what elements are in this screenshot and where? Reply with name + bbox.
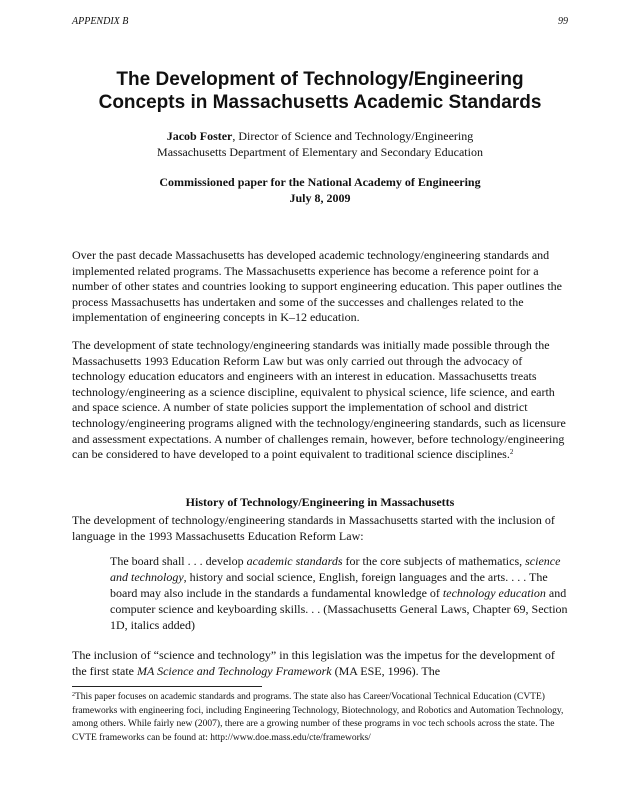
quote-italic-3: technology education [442, 586, 546, 600]
intro-paragraph-2 [72, 338, 572, 463]
quote-italic-2: science and technology [110, 554, 561, 584]
history-paragraph-1: The development of technology/engineering standards in Massachusetts started with the inclusion of language in the 1993 Massachusetts Education Reform Law: [72, 513, 555, 543]
quote-text-1: The board shall . . . develop [110, 554, 247, 568]
intro-paragraph-1: Over the past decade Massachusetts has developed academic technology/engineering standards and implemented related programs. The Massachusetts experience has become a reference point for a number of other states and countries looking to support engineering education. This paper outlines the process Massachusetts has undertaken and some of the successes and challenges related to the implementation of engineering concepts in K–12 education. [72, 248, 562, 325]
history-text-2: (MA ESE, 1996). The [331, 663, 441, 678]
author-name: Jacob Foster [166, 129, 233, 143]
paper-title [40, 68, 600, 114]
footnote-mark: 2 [72, 692, 75, 698]
author-line [40, 128, 600, 144]
running-header [72, 16, 568, 27]
intro-paragraph-2-text: The development of state technology/engineering standards was initially made possible through the Massachusetts 1993 Education Reform Law but was only carried out through the advocacy of technology education educators and engineers with an interest in education. Massachusetts treats technology/engineering as a science discipline, equivalent to physical science, life science, and earth and space science. A number of state policies support the implementation of school and district technology/engineering programs aligned with the technology/engineering standards, such as licensure and assessment expectations. A number of challenges remain, however, before technology/engineering can be considered to have developed to a point equivalent to traditional science disciplines. [72, 338, 566, 462]
framework-title: MA Science and Technology Framework [136, 663, 332, 678]
quote-text-4: and computer science and keyboarding skills. . . (Massachusetts General Laws, Chapter 69, Section 1D, italics added) [110, 586, 568, 632]
author-block [40, 128, 600, 160]
page-number: 99 [558, 16, 568, 27]
footnote-text: This paper focuses on academic standards and programs. The state also has Career/Vocational Technical Education (CVTE) frameworks with engineering foci, including Engineering Technology, Biotechnology, and Robotics and Automation Technology, among others. While fairly new (2007), there are a growing number of these programs in voc tech schools across the state. The CVTE frameworks can be found at: http://www.doe.mass.edu/cte/frameworks/ [72, 692, 564, 743]
footnote [72, 691, 572, 745]
quote-italic-1: academic standards [246, 554, 343, 568]
title-line-2: Concepts in Massachusetts Academic Standards [98, 92, 542, 113]
history-text-1: The inclusion of “science and technology” in this legislation was the impetus for the development of the first state [72, 648, 555, 678]
footnote-reference: 2 [509, 448, 514, 457]
quote-text-2: for the core subjects of mathematics, [342, 554, 526, 568]
author-role: , Director of Science and Technology/Engineering [232, 129, 474, 143]
quote-text-3: , history and social science, English, foreign languages and the arts. . . . The board may also include in the standards a fundamental knowledge of [110, 570, 548, 600]
author-organization: Massachusetts Department of Elementary and Secondary Education [157, 145, 483, 159]
commission-block [40, 174, 600, 206]
paper-date: July 8, 2009 [289, 191, 351, 205]
commission-note: Commissioned paper for the National Academy of Engineering [159, 175, 481, 189]
law-quotation [110, 553, 570, 633]
history-paragraph-2 [72, 648, 572, 679]
appendix-label: APPENDIX B [72, 16, 129, 27]
section-heading: History of Technology/Engineering in Massachusetts [185, 495, 455, 509]
footnote-divider [72, 686, 262, 687]
title-line-1: The Development of Technology/Engineering [116, 69, 524, 90]
